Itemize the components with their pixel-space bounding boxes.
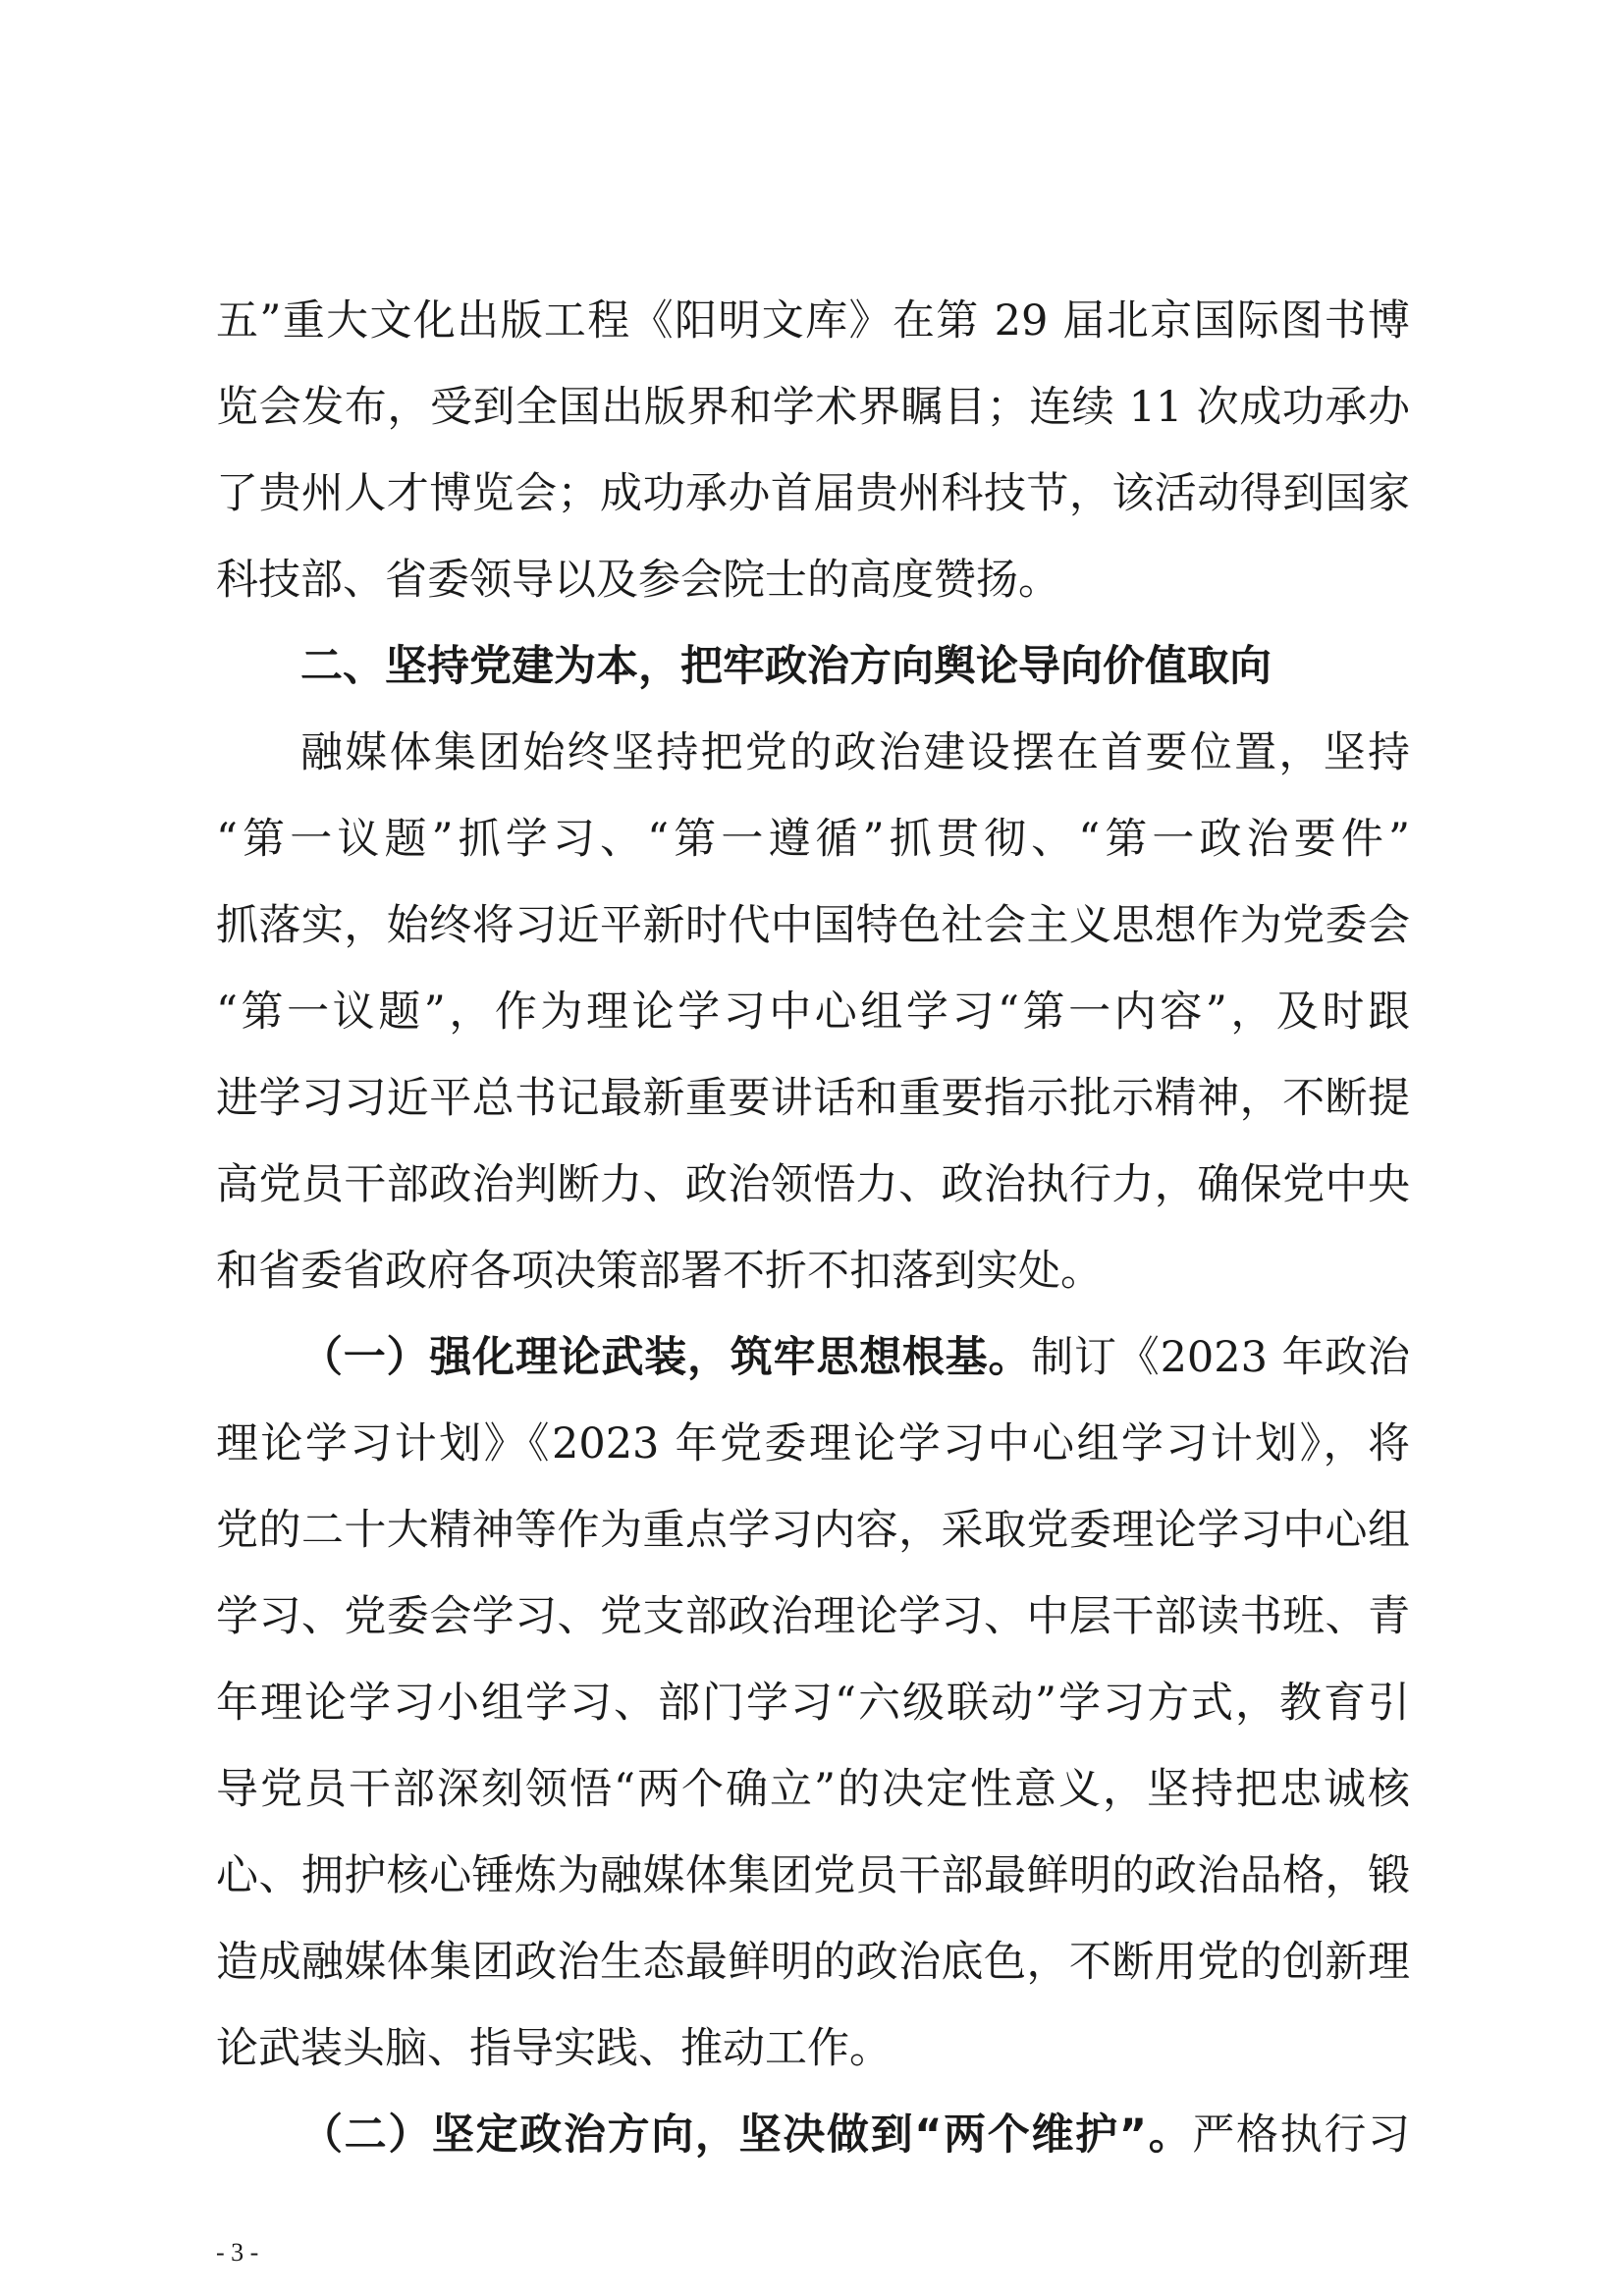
subsection-1-line-5: 年理论学习小组学习、部门学习“六级联动”学习方式，教育引	[216, 1679, 1410, 1728]
subsection-2-first-line	[300, 2106, 1410, 2164]
section-paragraph-line-3: 抓落实，始终将习近平新时代中国特色社会主义思想作为党委会	[216, 901, 1410, 950]
subsection-1-lead: （一）强化理论武装，筑牢思想根基。	[300, 1333, 1032, 1382]
section-paragraph-line-1: 融媒体集团始终坚持把党的政治建设摆在首要位置，坚持	[300, 728, 1410, 777]
subsection-2-first-line-rest: 严格执行习	[1192, 2110, 1410, 2160]
section-paragraph-line-7: 和省委省政府各项决策部署不折不扣落到实处。	[216, 1247, 1103, 1296]
section-paragraph-line-6: 高党员干部政治判断力、政治领悟力、政治执行力，确保党中央	[216, 1160, 1410, 1209]
intro-line-2: 览会发布，受到全国出版界和学术界瞩目；连续 11 次成功承办	[216, 383, 1410, 432]
section-heading: 二、坚持党建为本，把牢政治方向舆论导向价值取向	[300, 642, 1272, 691]
subsection-1-line-6: 导党员干部深刻领悟“两个确立”的决定性意义，坚持把忠诚核	[216, 1765, 1410, 1814]
subsection-1-line-3: 党的二十大精神等作为重点学习内容，采取党委理论学习中心组	[216, 1506, 1410, 1555]
subsection-1-first-line-rest: 制订《2023 年政治	[1031, 1333, 1411, 1382]
subsection-1-line-2: 理论学习计划》《2023 年党委理论学习中心组学习计划》，将	[216, 1419, 1410, 1468]
subsection-1-line-7: 心、拥护核心锤炼为融媒体集团党员干部最鲜明的政治品格，锻	[216, 1851, 1410, 1900]
subsection-1-line-9: 论武装头脑、指导实践、推动工作。	[216, 2024, 892, 2073]
section-paragraph-line-5: 进学习习近平总书记最新重要讲话和重要指示批示精神，不断提	[216, 1074, 1410, 1123]
section-paragraph-line-2: “第一议题”抓学习、“第一遵循”抓贯彻、“第一政治要件”	[216, 815, 1410, 864]
intro-line-3: 了贵州人才博览会；成功承办首届贵州科技节，该活动得到国家	[216, 469, 1410, 518]
subsection-1-line-8: 造成融媒体集团政治生态最鲜明的政治底色，不断用党的创新理	[216, 1938, 1410, 1987]
section-paragraph-line-4: “第一议题”，作为理论学习中心组学习“第一内容”，及时跟	[216, 988, 1410, 1037]
subsection-1-first-line	[300, 1328, 1410, 1387]
subsection-2-lead: （二）坚定政治方向，坚决做到“两个维护”。	[300, 2110, 1193, 2160]
intro-line-1: 五”重大文化出版工程《阳明文库》在第 29 届北京国际图书博	[216, 296, 1410, 346]
subsection-1-line-4: 学习、党委会学习、党支部政治理论学习、中层干部读书班、青	[216, 1592, 1410, 1641]
intro-line-4: 科技部、省委领导以及参会院士的高度赞扬。	[216, 556, 1060, 605]
page-number: - 3 -	[216, 2238, 259, 2267]
